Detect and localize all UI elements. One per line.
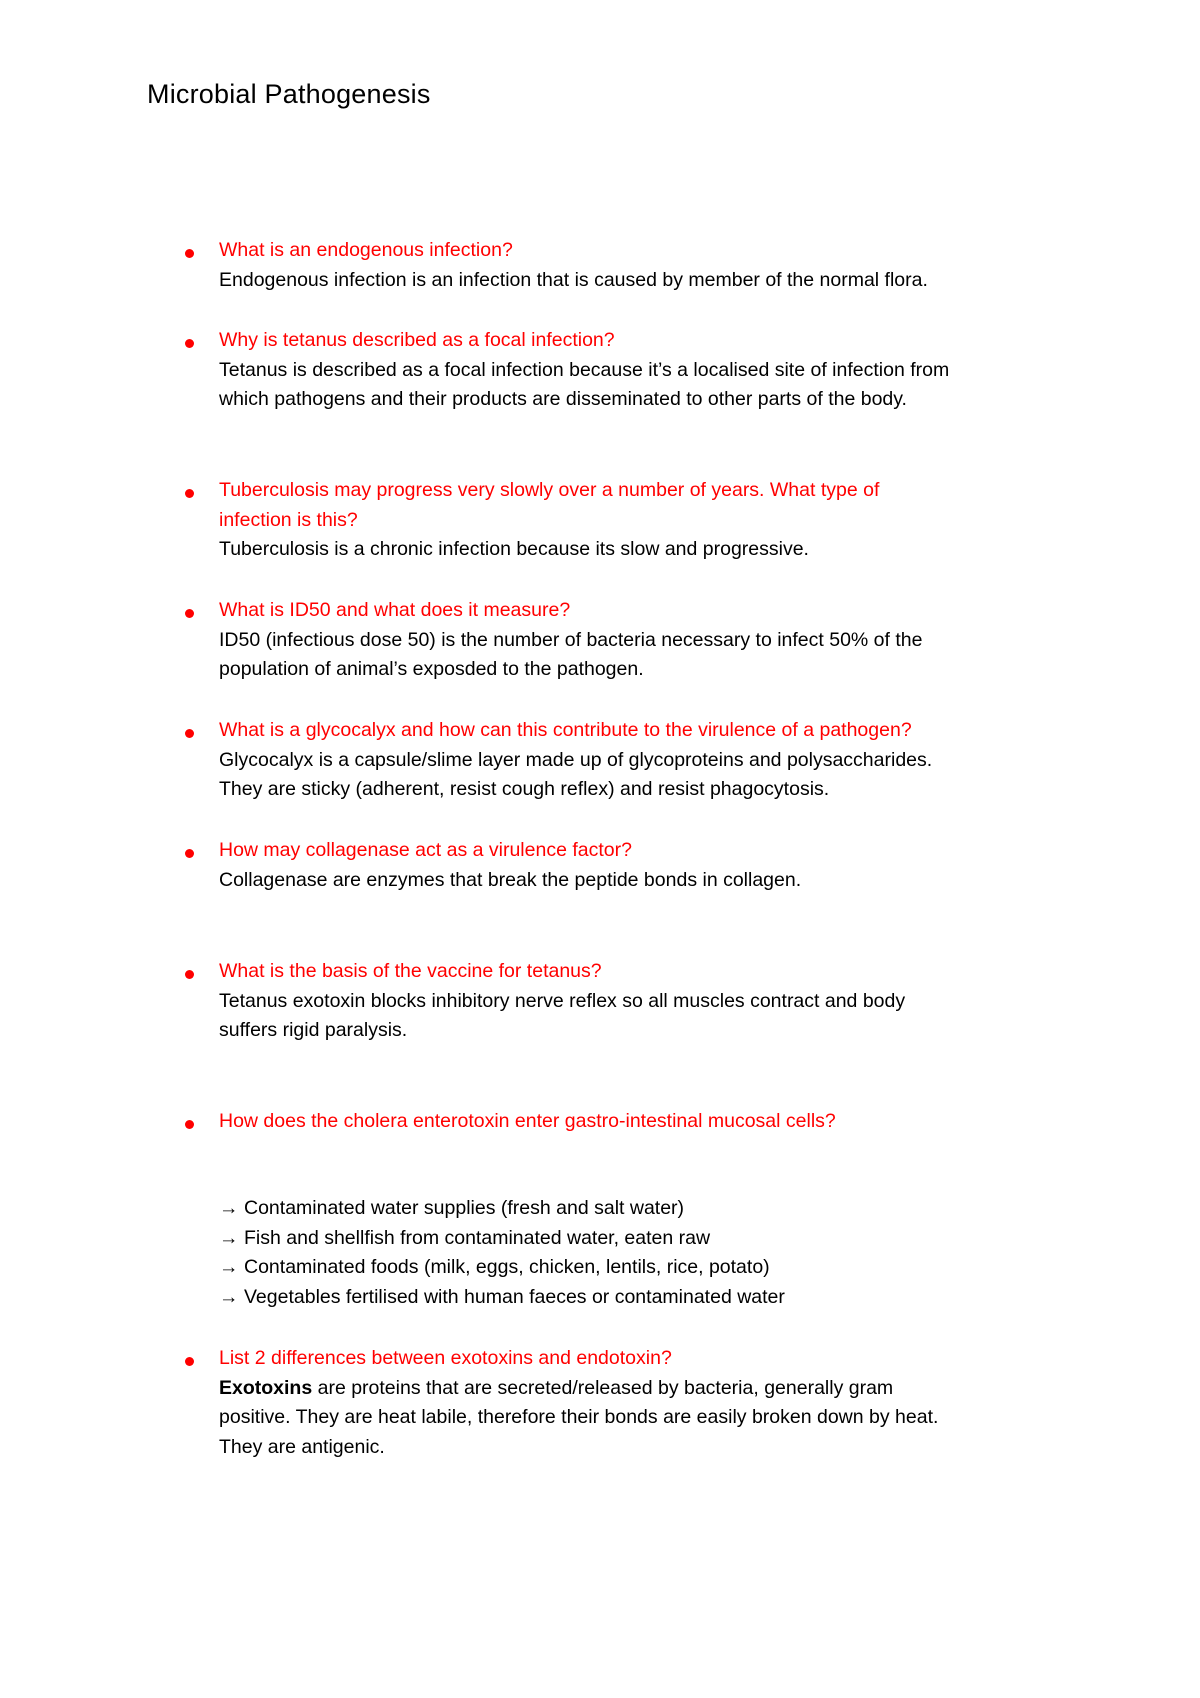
answer: Tetanus exotoxin blocks inhibitory nerve reflex so all muscles contract and body suffers rigid paralysis. [219,989,906,1041]
question: Why is tetanus described as a focal infection? [219,329,615,351]
bullet-icon [185,339,194,348]
answer: Endogenous infection is an infection that is caused by member of the normal flora. [219,268,928,291]
bullet-icon [185,609,194,618]
answer: ID50 (infectious dose 50) is the number of bacteria necessary to infect 50% of the population of animal’s exposded to the pathogen. [219,628,923,680]
list-item: → Fish and shellfish from contaminated water, eaten raw [219,1224,1079,1254]
qa-item-glycocalyx [185,716,1085,805]
question: How may collagenase act as a virulence factor? [219,839,632,861]
bullet-icon [185,729,194,738]
list-item: → Vegetables fertilised with human faeces or contaminated water [219,1283,1079,1313]
cholera-routes-list [219,1194,1079,1312]
list-item: → Contaminated foods (milk, eggs, chicken, lentils, rice, potato) [219,1253,1079,1283]
question: List 2 differences between exotoxins and endotoxin? [219,1347,672,1369]
qa-item-endogenous [185,236,1085,295]
qa-item-focal-infection [185,326,1085,415]
question: How does the cholera enterotoxin enter gastro-intestinal mucosal cells? [219,1110,836,1132]
qa-item-id50 [185,596,1085,685]
qa-item-exotoxins [185,1344,1085,1462]
qa-item-tuberculosis [185,476,1085,565]
arrow-right-icon: → [219,1197,239,1219]
qa-item-collagenase [185,836,1085,895]
qa-item-cholera [185,1107,1085,1137]
question: What is the basis of the vaccine for tetanus? [219,960,602,982]
question: What is an endogenous infection? [219,239,513,261]
document-title: Microbial Pathogenesis [147,79,431,109]
bullet-icon [185,970,194,979]
answer: Glycocalyx is a capsule/slime layer made up of glycoproteins and polysaccharides. They are sticky (adherent, resist cough reflex) and resist phagocytosis. [219,748,933,800]
bullet-icon [185,489,194,498]
answer-bold-term: Exotoxins [219,1376,313,1399]
answer: Exotoxins are proteins that are secreted/released by bacteria, generally gram positive. They are heat labile, therefore their bonds are easily broken down by heat. They are antigenic. [219,1376,939,1458]
question: Tuberculosis may progress very slowly over a number of years. What type of infection is this? [219,479,880,531]
answer: Tuberculosis is a chronic infection because its slow and progressive. [219,538,809,560]
question: What is ID50 and what does it measure? [219,599,571,621]
bullet-icon [185,1120,194,1129]
list-item: → Contaminated water supplies (fresh and salt water) [219,1194,1079,1224]
answer: Collagenase are enzymes that break the peptide bonds in collagen. [219,868,802,891]
bullet-icon [185,249,194,258]
qa-item-tetanus-vaccine [185,957,1085,1046]
arrow-right-icon: → [219,1256,239,1278]
arrow-right-icon: → [219,1285,239,1308]
bullet-icon [185,849,194,858]
bullet-icon [185,1357,194,1366]
answer: Tetanus is described as a focal infection because it’s a localised site of infection from which pathogens and their products are disseminated to other parts of the body. [219,358,950,410]
question: What is a glycocalyx and how can this contribute to the virulence of a pathogen? [219,719,912,741]
arrow-right-icon: → [219,1226,239,1249]
